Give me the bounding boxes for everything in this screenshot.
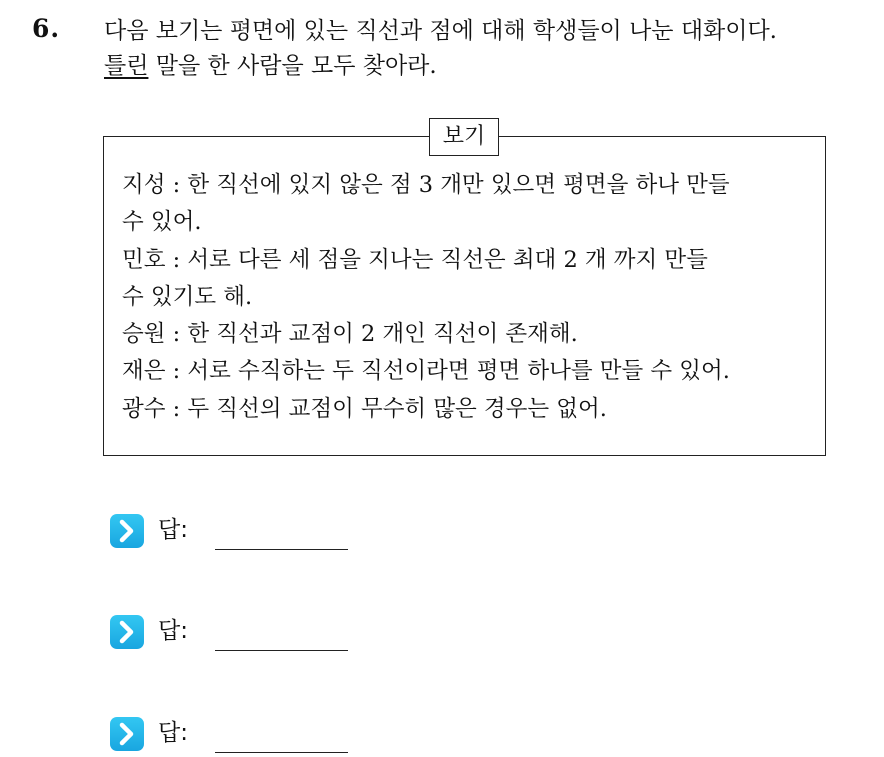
answer-row-2: [110, 613, 410, 653]
answer-blank[interactable]: [215, 650, 348, 651]
question-line-1: 다음 보기는 평면에 있는 직선과 점에 대해 학생들이 나눈 대화이다.: [104, 18, 777, 44]
answer-label: 답:: [158, 618, 188, 644]
dialogue-list: [122, 167, 822, 428]
answer-blank[interactable]: [215, 752, 348, 753]
dialogue-line: 광수 : 두 직선의 교점이 무수히 많은 경우는 없어.: [122, 395, 607, 422]
dialogue-line: 지성 : 한 직선에 있지 않은 점 3 개만 있으면 평면을 하나 만들: [122, 172, 730, 198]
question-line-2-rest: 말을 한 사람을 모두 찾아라.: [148, 53, 437, 79]
answer-blank[interactable]: [215, 549, 348, 550]
dialogue-line: 재은 : 서로 수직하는 두 직선이라면 평면 하나를 만들 수 있어.: [122, 358, 730, 385]
chevron-right-icon: [110, 514, 144, 548]
answer-label: 답:: [158, 720, 188, 746]
question-line-2: [104, 49, 874, 84]
dialogue-line: 민호 : 서로 다른 세 점을 지나는 직선은 최대 2 개 까지 만들: [122, 246, 708, 273]
dialogue-line: 수 있기도 해.: [122, 283, 253, 310]
chevron-right-icon: [110, 615, 144, 649]
dialogue-line: 승원 : 한 직선과 교점이 2 개인 직선이 존재해.: [122, 321, 578, 348]
answer-row-1: [110, 512, 410, 552]
underlined-word: 틀린: [104, 53, 149, 79]
chevron-right-icon: [110, 717, 144, 751]
answer-label: 답:: [158, 517, 188, 543]
question-text: [104, 14, 874, 84]
question-number: 6.: [32, 14, 61, 43]
answer-row-3: [110, 715, 410, 755]
dialogue-line: 수 있어.: [122, 209, 202, 236]
example-box-title: 보기: [429, 118, 499, 156]
